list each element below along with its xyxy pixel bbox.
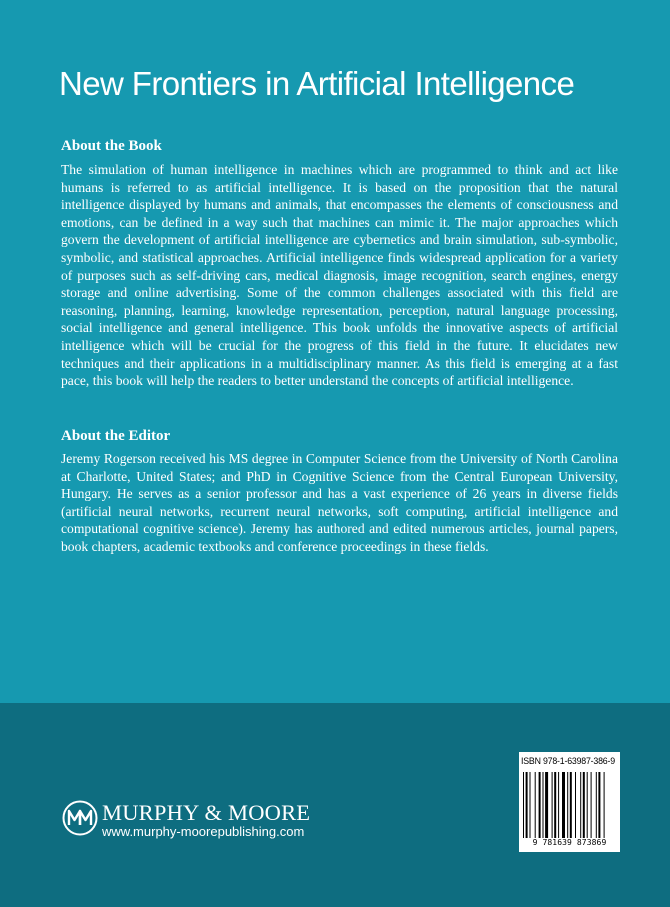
barcode-stripe [530,772,531,838]
barcode-stripe [575,772,576,838]
barcode-stripe [526,772,528,838]
barcode-digits: 9 781639 873869 [532,838,607,847]
barcode-stripe [539,772,541,838]
isbn-label: ISBN 978-1-63987-386-9 [521,756,615,766]
barcode-stripe [554,772,556,838]
publisher-block [62,800,342,840]
barcode-stripe [587,772,588,838]
about-book-text: The simulation of human intelligence in machines which are programmed to think and act like humans is referred to as artificial intelligence. It is based on the proposition that the natural intelligence displayed by humans and animals, that encompasses the elements of consciousness and emotions, can be defined in a way such that machines can mimic it. The major approaches which govern the development of artificial intelligence are cybernetics and brain simulation, sub-symbolic, symbolic, and statistical approaches. Artificial intelligence finds widespread application for a variety of purposes such as self-driving cars, medical diagnosis, image recognition, search engines, energy storage and online advertising. Some of the common challenges associated with this field are reasoning, planning, learning, knowledge representation, perception, natural language processing, social intelligence and general intelligence. This book unfolds the innovative aspects of artificial intelligence which will be crucial for the progress of this field in the future. It elucidates new techniques and their applications in a multidisciplinary manner. As this field is emerging at a fast pace, this book will help the readers to better understand the concepts of artificial intelligence. [61,162,618,389]
mm-logo-icon [62,800,98,836]
barcode-stripe [583,772,585,838]
about-book-heading: About the Book [61,138,162,154]
publisher-url: www.murphy-moorepublishing.com [102,824,305,839]
barcode-bars [523,772,616,838]
about-editor-heading: About the Editor [61,428,171,444]
publisher-name: MURPHY & MOORE [102,800,311,825]
barcode-stripe [596,772,597,838]
about-editor-text: Jeremy Rogerson received his MS degree in Computer Science from the University of North Carolina at Charlotte, United States; and PhD in Cognitive Science from the Central European University, Hungary. He serves as a senior professor and has a vast experience of 26 years in diverse fields (artificial neural networks, recurrent neural networks, soft computing, artificial intelligence and computational cognitive science). Jeremy has authored and edited numerous articles, journal papers, book chapters, academic textbooks and conference proceedings in these fields. [61,451,618,554]
barcode-stripe [570,772,572,838]
barcode-stripe [543,772,544,838]
barcode-stripe [567,772,568,838]
book-title: New Frontiers in Artificial Intelligence [59,65,575,102]
barcode-stripe [604,772,605,838]
barcode-panel [519,752,620,852]
barcode-stripe [598,772,600,838]
barcode-stripe [535,772,536,838]
barcode-stripe [558,772,559,838]
barcode-stripe [562,772,565,838]
barcode-stripe [591,772,592,838]
barcode-stripe [523,772,524,838]
barcode-stripe [580,772,581,838]
barcode-stripe [552,772,553,838]
barcode-stripe [545,772,548,838]
